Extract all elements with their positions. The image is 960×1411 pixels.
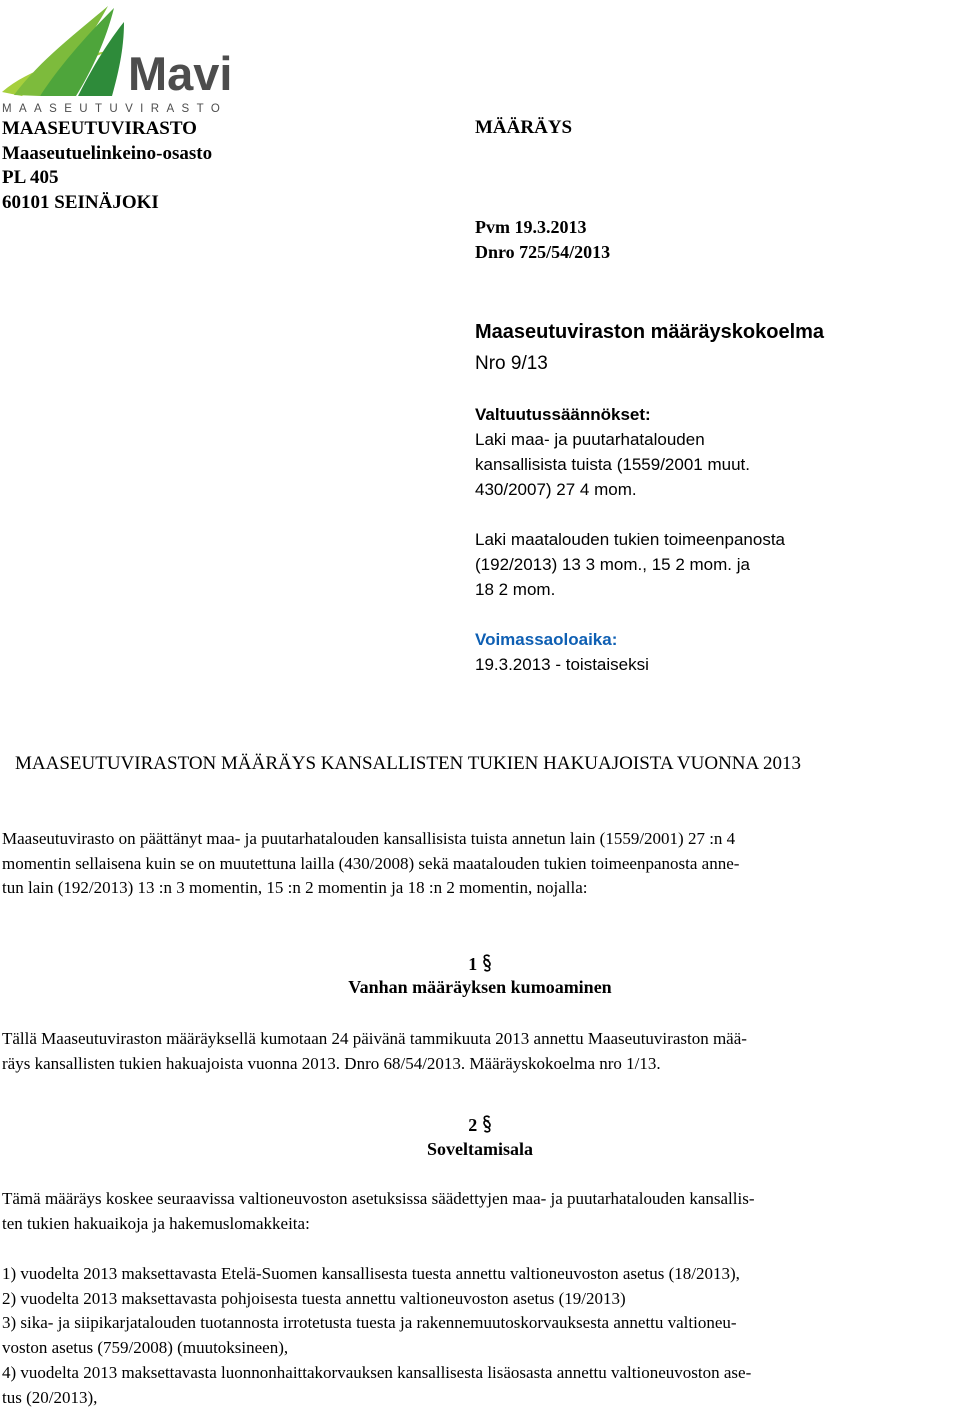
document-type: MÄÄRÄYS bbox=[475, 117, 573, 138]
document-date: Pvm 19.3.2013 bbox=[475, 217, 587, 237]
section-2-intro bbox=[2, 1187, 956, 1236]
preamble-line: tun lain (192/2013) 13 :n 3 momentin, 15 :n 2 momentin ja 18 :n 2 momentin, nojalla: bbox=[2, 878, 588, 897]
collection-number: Nro 9/13 bbox=[475, 353, 548, 374]
authority-line: (192/2013) 13 3 mom., 15 2 mom. ja bbox=[475, 555, 750, 574]
authority-line: Laki maa- ja puutarhatalouden bbox=[475, 430, 705, 449]
section-2-line: ten tukien hakuaikoja ja hakemuslomakkeita: bbox=[2, 1213, 310, 1233]
sender-department: Maaseutuelinkeino-osasto bbox=[2, 142, 213, 164]
validity-heading: Voimassaoloaika: bbox=[475, 630, 618, 649]
list-item: 4) vuodelta 2013 maksettavasta luonnonhaittakorvauksen kansallisesta lisäosasta annettu valtioneuvoston ase- bbox=[2, 1363, 752, 1382]
section-2-line: Tämä määräys koskee seuraavissa valtioneuvoston asetuksissa säädettyjen maa- ja puutarhatalouden kansallis- bbox=[2, 1189, 755, 1208]
document-dnro: Dnro 725/54/2013 bbox=[475, 242, 611, 262]
authority-line: Laki maatalouden tukien toimeenpanosta bbox=[475, 530, 785, 549]
main-title: MAASEUTUVIRASTON MÄÄRÄYS KANSALLISTEN TUKIEN HAKUAJOISTA VUONNA 2013 bbox=[15, 753, 801, 774]
authority-block-1 bbox=[475, 427, 750, 502]
list-item: 2) vuodelta 2013 maksettavasta pohjoisesta tuesta annettu valtioneuvoston asetus (19/2013) bbox=[2, 1289, 626, 1308]
section-1-title: Vanhan määräyksen kumoaminen bbox=[348, 977, 612, 997]
list-item: 1) vuodelta 2013 maksettavasta Etelä-Suomen kansallisesta tuesta annettu valtioneuvoston asetus (18/2013), bbox=[2, 1264, 740, 1283]
list-item: voston asetus (759/2008) (muutoksineen), bbox=[2, 1338, 289, 1357]
section-2-title: Soveltamisala bbox=[427, 1139, 533, 1159]
section-1-body bbox=[2, 1027, 956, 1076]
authority-line: 430/2007) 27 4 mom. bbox=[475, 480, 637, 499]
authority-block-2 bbox=[475, 527, 785, 602]
mavi-logo bbox=[0, 0, 242, 118]
sender-agency: MAASEUTUVIRASTO bbox=[2, 118, 197, 139]
sender-po-box: PL 405 bbox=[2, 167, 59, 188]
authority-line: 18 2 mom. bbox=[475, 580, 556, 599]
sender-postal-address: 60101 SEINÄJOKI bbox=[2, 191, 159, 213]
logo-leaf-icon bbox=[2, 6, 124, 96]
section-number: 2 bbox=[468, 1115, 478, 1135]
preamble bbox=[2, 827, 956, 901]
logo-wordmark: Mavi bbox=[128, 47, 233, 100]
sender-block bbox=[2, 117, 212, 215]
section-number: 1 bbox=[468, 954, 478, 974]
list-item: tus (20/2013), bbox=[2, 1388, 98, 1407]
section-1-line: Tällä Maaseutuviraston määräyksellä kumotaan 24 päivänä tammikuuta 2013 annettu Maaseutuviraston mää- bbox=[2, 1029, 747, 1048]
authority-heading: Valtuutussäännökset: bbox=[475, 405, 651, 424]
section-sign-icon bbox=[482, 953, 492, 973]
collection-title: Maaseutuviraston määräyskokoelma bbox=[475, 321, 825, 343]
logo-subtitle: MAASEUTUVIRASTO bbox=[2, 103, 228, 115]
validity-value: 19.3.2013 - toistaiseksi bbox=[475, 655, 649, 674]
authority-line: kansallisista tuista (1559/2001 muut. bbox=[475, 455, 750, 474]
preamble-line: Maaseutuvirasto on päättänyt maa- ja puutarhatalouden kansallisista tuista annetun lain (1559/2001) 27 :n 4 bbox=[2, 829, 736, 848]
section-sign-icon bbox=[482, 1114, 492, 1134]
preamble-line: momentin sellaisena kuin se on muutettuna lailla (430/2008) sekä maatalouden tukien toimeenpanosta anne- bbox=[2, 853, 740, 873]
section-1-line: räys kansallisten tukien hakuajoista vuonna 2013. Dnro 68/54/2013. Määräyskokoelma nro 1/13. bbox=[2, 1053, 661, 1073]
section-2-number bbox=[0, 1114, 960, 1136]
list-item: 3) sika- ja siipikarjatalouden tuotannosta irrotetusta tuesta ja rakennemuutoskorvauksesta annettu valtioneu- bbox=[2, 1313, 737, 1332]
section-1-number bbox=[0, 953, 960, 975]
